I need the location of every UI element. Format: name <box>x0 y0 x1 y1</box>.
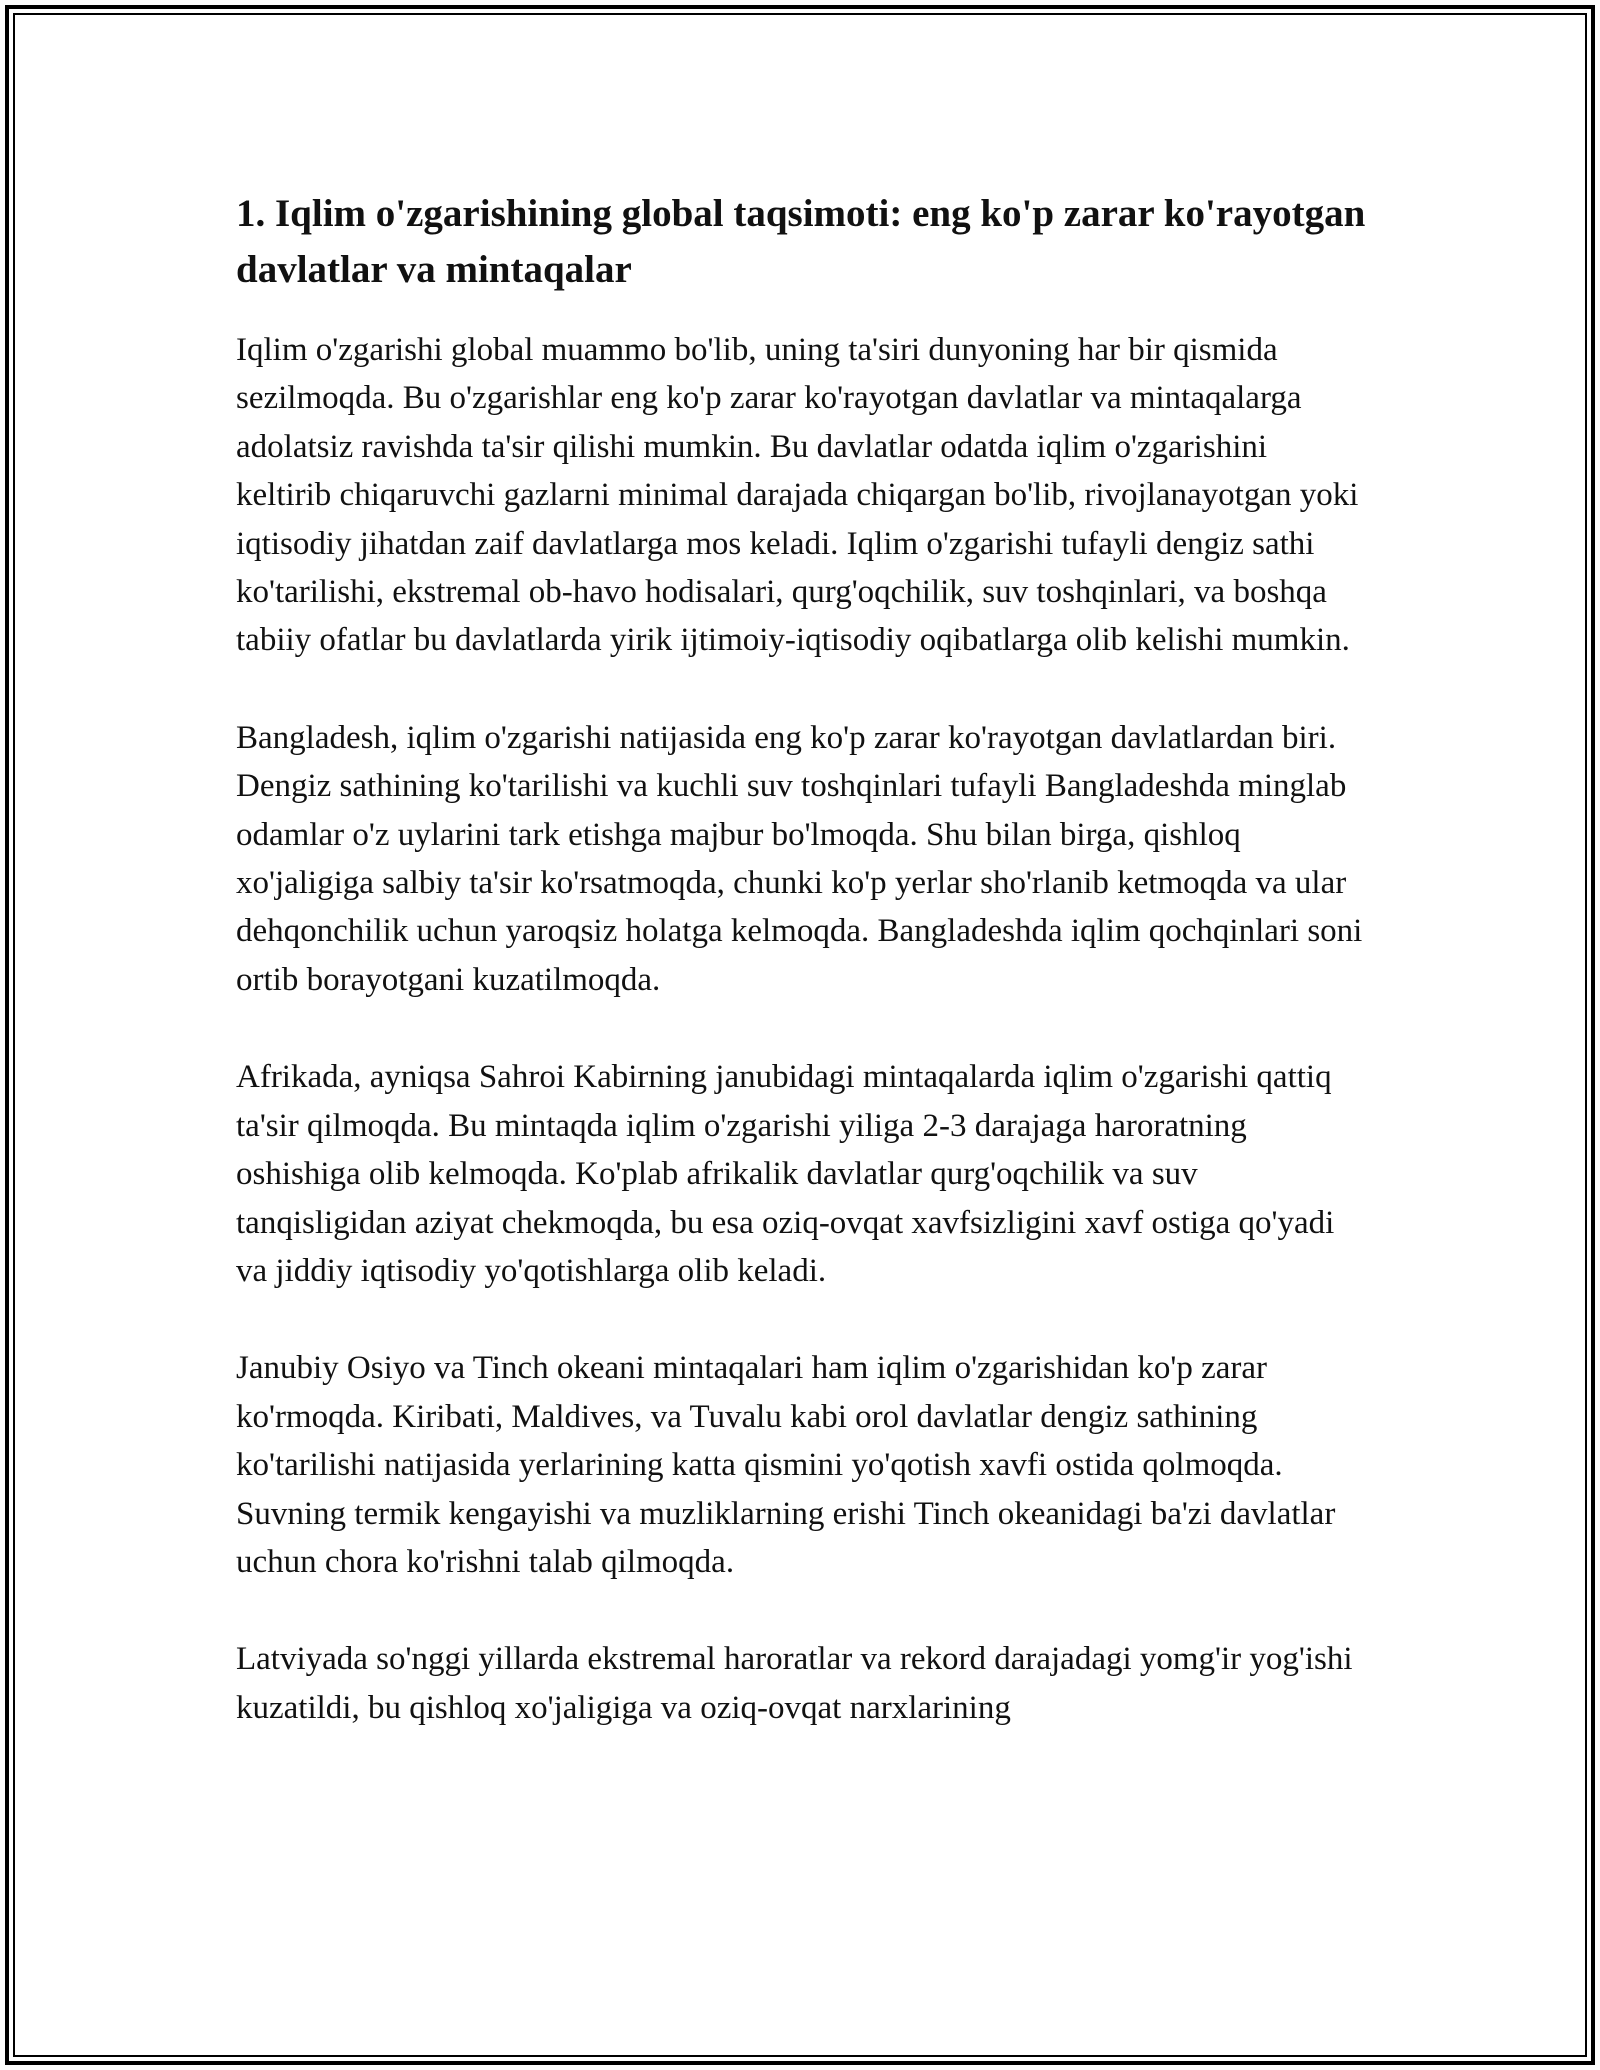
paragraph-bangladesh: Bangladesh, iqlim o'zgarishi natijasida eng ko'p zarar ko'rayotgan davlatlardan biri. Dengiz sathining ko'tarilishi va kuchli suv toshqinlari tufayli Bangladeshda minglab odamlar o'z uylarini tark etishga majbur bo'lmoqda. Shu bilan birga, qishloq xo'jaligiga salbiy ta'sir ko'rsatmoqda, chunki ko'p yerlar sho'rlanib ketmoqda va ular dehqonchilik uchun yaroqsiz holatga kelmoqda. Bangladeshda iqlim qochqinlari soni ortib borayotgani kuzatilmoqda. <box>236 719 1363 998</box>
paragraph-intro: Iqlim o'zgarishi global muammo bo'lib, uning ta'siri dunyoning har bir qismida sezilmoqda. Bu o'zgarishlar eng ko'p zarar ko'rayotgan davlatlar va mintaqalarga adolatsiz ravishda ta'sir qilishi mumkin. Bu davlatlar odatda iqlim o'zgarishini keltirib chiqaruvchi gazlarni minimal darajada chiqargan bo'lib, rivojlanayotgan yoki iqtisodiy jihatdan zaif davlatlarga mos keladi. Iqlim o'zgarishi tufayli dengiz sathi ko'tarilishi, ekstremal ob-havo hodisalari, qurg'oqchilik, suv toshqinlari, va boshqa tabiiy ofatlar bu davlatlarda yirik ijtimoiy-iqtisodiy oqibatlarga olib kelishi mumkin. <box>236 332 1359 659</box>
document-body <box>236 186 1366 1781</box>
paragraph-africa: Afrikada, ayniqsa Sahroi Kabirning janubidagi mintaqalarda iqlim o'zgarishi qattiq ta'sir qilmoqda. Bu mintaqda iqlim o'zgarishi yiliga 2-3 darajaga haroratning oshishiga olib kelmoqda. Ko'plab afrikalik davlatlar qurg'oqchilik va suv tanqisligidan aziyat chekmoqda, bu esa oziq-ovqat xavfsizligini xavf ostiga qo'yadi va jiddiy iqtisodiy yo'qotishlarga olib keladi. <box>236 1059 1335 1289</box>
paragraph-south-asia-pacific: Janubiy Osiyo va Tinch okeani mintaqalari ham iqlim o'zgarishidan ko'p zarar ko'rmoqda. Kiribati, Maldives, va Tuvalu kabi orol davlatlar dengiz sathining ko'tarilishi natijasida yerlarining katta qismini yo'qotish xavfi ostida qolmoqda. Suvning termik kengayishi va muzliklarning erishi Tinch okeanidagi ba'zi davlatlar uchun chora ko'rishni talab qilmoqda. <box>236 1350 1336 1580</box>
paragraph-latvia: Latviyada so'nggi yillarda ekstremal haroratlar va rekord darajadagi yomg'ir yog'ishi kuzatildi, bu qishloq xo'jaligiga va oziq-ovqat narxlarining <box>236 1641 1353 1726</box>
section-heading: 1. Iqlim o'zgarishining global taqsimoti: eng ko'p zarar ko'rayotgan davlatlar va mintaqalar <box>236 192 1366 291</box>
